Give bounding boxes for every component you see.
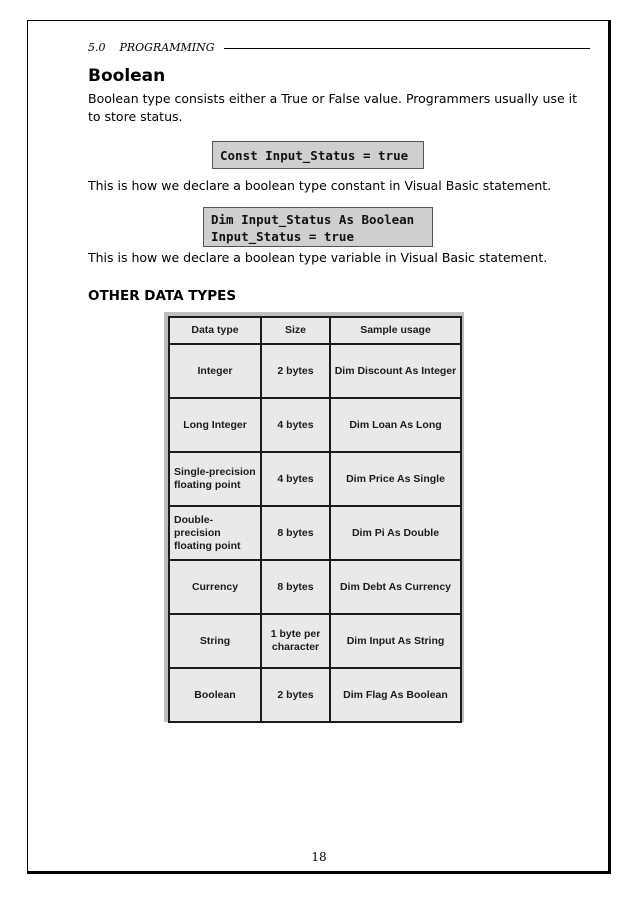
boolean-intro-paragraph: Boolean type consists either a True or False value. Programmers usually use it to store status. xyxy=(88,91,578,124)
cell-size: 4 bytes xyxy=(261,452,330,506)
column-header-size: Size xyxy=(261,317,330,344)
table-row xyxy=(169,452,461,506)
data-types-table xyxy=(168,316,462,723)
variable-code-line-1: Dim Input_Status As Boolean xyxy=(211,212,415,227)
constant-code-box xyxy=(212,141,424,169)
cell-size: 1 byte per character xyxy=(261,614,330,668)
variable-caption: This is how we declare a boolean type variable in Visual Basic statement. xyxy=(88,250,548,265)
table-row xyxy=(169,506,461,560)
table-row xyxy=(169,668,461,722)
table-row xyxy=(169,614,461,668)
column-header-sample-usage: Sample usage xyxy=(330,317,461,344)
header-rule xyxy=(224,48,590,49)
cell-data-type: Boolean xyxy=(169,668,261,722)
table-row xyxy=(169,344,461,398)
variable-code-line-2: Input_Status = true xyxy=(211,229,354,244)
cell-data-type: Currency xyxy=(169,560,261,614)
cell-size: 4 bytes xyxy=(261,398,330,452)
constant-code-line: Const Input_Status = true xyxy=(220,148,409,163)
table-header-row xyxy=(169,317,461,344)
page-number: 18 xyxy=(311,850,327,864)
cell-data-type: Single-precision floating point xyxy=(169,452,261,506)
cell-sample-usage: Dim Flag As Boolean xyxy=(330,668,461,722)
cell-data-type: Integer xyxy=(169,344,261,398)
table-row xyxy=(169,398,461,452)
other-data-types-heading: OTHER DATA TYPES xyxy=(88,288,237,304)
cell-data-type: Long Integer xyxy=(169,398,261,452)
cell-data-type: String xyxy=(169,614,261,668)
boolean-heading: Boolean xyxy=(88,66,166,86)
cell-size: 2 bytes xyxy=(261,344,330,398)
variable-code-box xyxy=(203,207,433,247)
constant-caption: This is how we declare a boolean type constant in Visual Basic statement. xyxy=(88,178,552,193)
cell-sample-usage: Dim Discount As Integer xyxy=(330,344,461,398)
column-header-data-type: Data type xyxy=(169,317,261,344)
data-types-table-image xyxy=(164,312,464,722)
cell-size: 8 bytes xyxy=(261,506,330,560)
cell-sample-usage: Dim Debt As Currency xyxy=(330,560,461,614)
running-head-text: 5.0 PROGRAMMING xyxy=(88,40,215,54)
running-header xyxy=(88,39,590,55)
cell-sample-usage: Dim Pi As Double xyxy=(330,506,461,560)
cell-sample-usage: Dim Input As String xyxy=(330,614,461,668)
cell-size: 8 bytes xyxy=(261,560,330,614)
cell-sample-usage: Dim Price As Single xyxy=(330,452,461,506)
cell-sample-usage: Dim Loan As Long xyxy=(330,398,461,452)
cell-data-type: Double-precision floating point xyxy=(169,506,261,560)
table-row xyxy=(169,560,461,614)
cell-size: 2 bytes xyxy=(261,668,330,722)
